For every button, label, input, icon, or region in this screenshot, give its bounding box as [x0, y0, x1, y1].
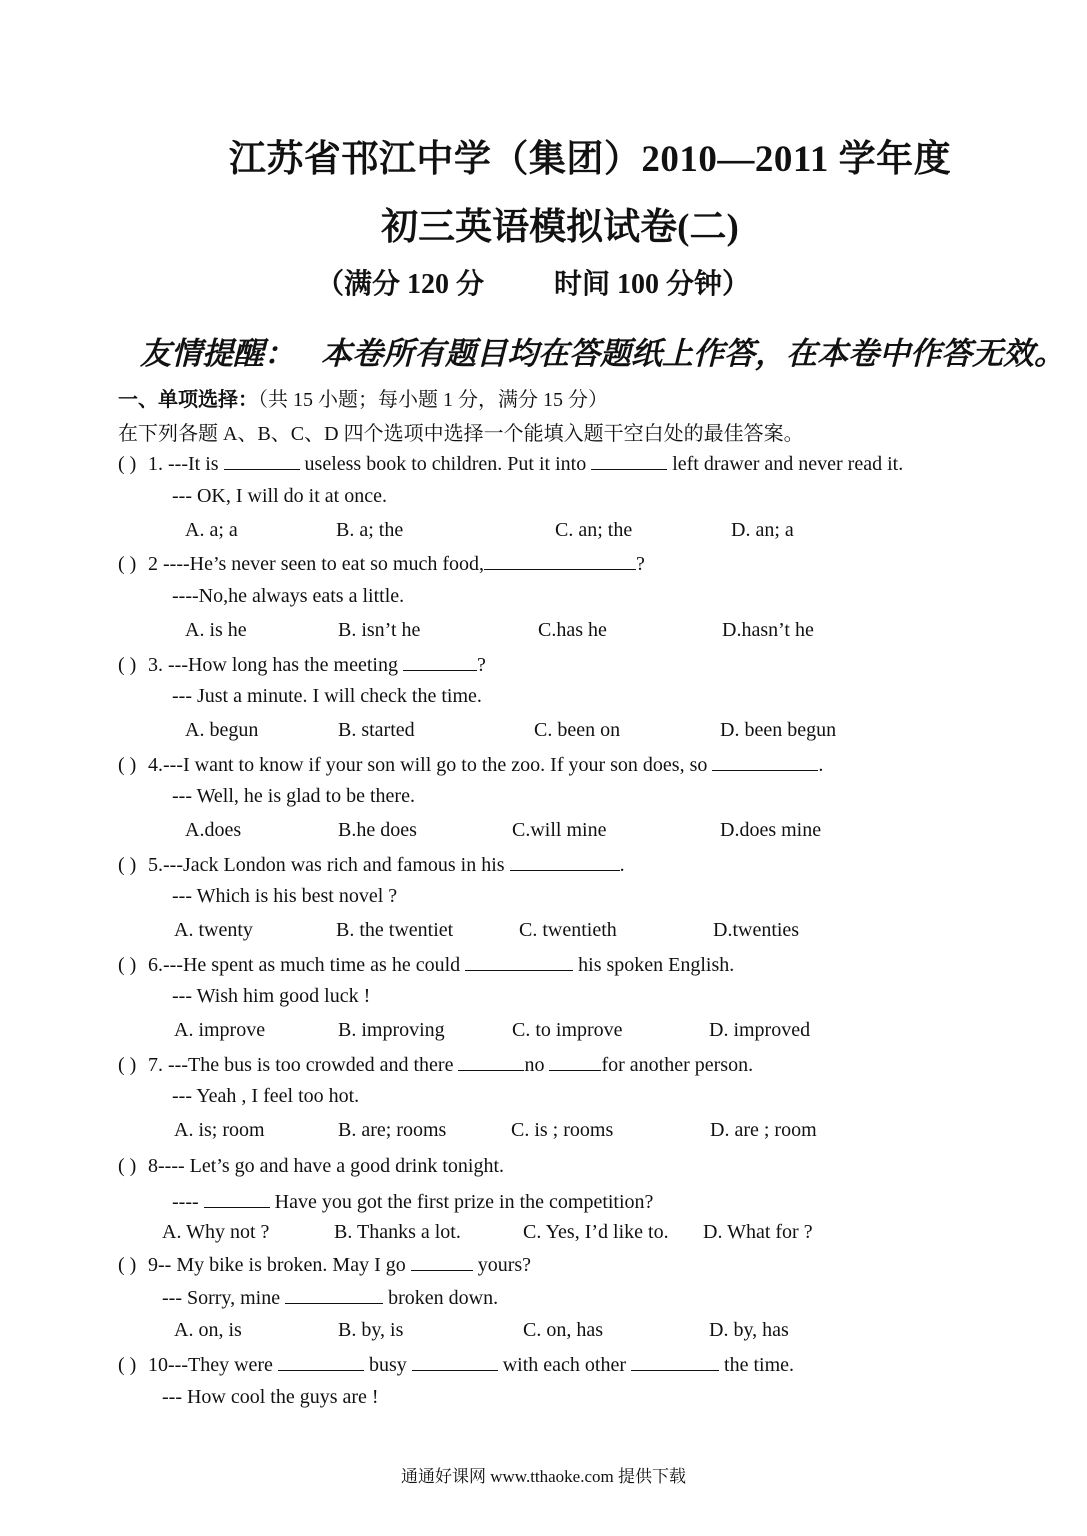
answer-paren: ( )	[118, 1155, 137, 1177]
question-8-option-d: D. What for ?	[703, 1221, 813, 1243]
answer-blank	[412, 1352, 498, 1371]
answer-blank	[285, 1285, 383, 1304]
question-4-option-a: A.does	[185, 819, 242, 841]
question-text: 4.---I want to know if your son will go to the zoo. If your son does, so	[148, 754, 713, 776]
question-8	[118, 1155, 504, 1178]
question-text: his spoken English.	[573, 954, 735, 976]
answer-blank	[458, 1052, 524, 1071]
question-4-response: --- Well, he is glad to be there.	[172, 785, 415, 807]
exam-title-line1: 江苏省邗江中学（集团）2010—2011 学年度	[228, 139, 952, 180]
question-text: 9-- My bike is broken. May I go	[148, 1254, 411, 1276]
answer-paren: ( )	[118, 453, 137, 475]
question-9-option-c: C. on, has	[523, 1319, 603, 1341]
exam-title-line2: 初三英语模拟试卷(二)	[381, 207, 739, 248]
section-meta: （共 15 小题；每小题 1 分，满分 15 分）	[258, 389, 608, 411]
question-5-option-a: A. twenty	[174, 919, 253, 941]
response-text: ----	[172, 1191, 204, 1213]
question-5	[118, 852, 625, 877]
question-text: 7. ---The bus is too crowded and there	[148, 1054, 459, 1076]
question-8-option-a: A. Why not ?	[162, 1221, 270, 1243]
answer-paren: ( )	[118, 553, 137, 575]
reminder-label: 友情提醒：	[140, 336, 295, 371]
response-text: Have you got the first prize in the competition?	[269, 1191, 654, 1213]
question-6-option-c: C. to improve	[512, 1019, 623, 1041]
question-text: .	[619, 854, 625, 876]
answer-paren: ( )	[118, 954, 137, 976]
question-9-option-b: B. by, is	[338, 1319, 404, 1341]
answer-blank	[549, 1052, 601, 1071]
section-instruction: 在下列各题 A、B、C、D 四个选项中选择一个能填入题干空白处的最佳答案。	[118, 423, 804, 445]
question-10	[118, 1352, 794, 1377]
question-7-option-a: A. is; room	[174, 1119, 265, 1141]
question-1-option-c: C. an; the	[555, 519, 633, 541]
answer-blank	[204, 1189, 270, 1208]
question-3-option-a: A. begun	[185, 719, 259, 741]
time-limit-text: 时间 100 分钟）	[554, 269, 751, 300]
question-5-option-b: B. the twentiet	[336, 919, 454, 941]
question-5-option-d: D.twenties	[713, 919, 800, 941]
answer-blank	[510, 852, 620, 871]
question-text: 8---- Let’s go and have a good drink tonight.	[148, 1155, 505, 1177]
answer-blank	[411, 1252, 473, 1271]
friendly-reminder	[140, 328, 1065, 373]
section-title: 一、单项选择：	[118, 389, 258, 411]
answer-blank	[224, 451, 300, 470]
question-2-option-c: C.has he	[538, 619, 607, 641]
question-text: 1. ---It is	[148, 453, 224, 475]
question-1	[118, 451, 903, 476]
question-9-response	[162, 1285, 498, 1310]
page-footer: 通通好课网 www.tthaoke.com 提供下载	[400, 1467, 687, 1486]
question-text: 10---They were	[148, 1354, 278, 1376]
answer-paren: ( )	[118, 1254, 137, 1276]
question-text: 3. ---How long has the meeting	[148, 654, 403, 676]
response-text: --- Sorry, mine	[162, 1287, 286, 1309]
question-text: no	[524, 1054, 550, 1076]
question-3-option-c: C. been on	[534, 719, 621, 741]
question-6	[118, 952, 734, 977]
question-4	[118, 752, 823, 777]
question-5-response: --- Which is his best novel ?	[172, 885, 398, 907]
question-1-option-a: A. a; a	[185, 519, 238, 541]
question-6-option-d: D. improved	[709, 1019, 811, 1041]
answer-blank	[278, 1352, 364, 1371]
question-4-option-d: D.does mine	[720, 819, 822, 841]
answer-blank	[591, 451, 667, 470]
answer-paren: ( )	[118, 754, 137, 776]
question-2-option-b: B. isn’t he	[338, 619, 421, 641]
question-text: busy	[363, 1354, 412, 1376]
answer-blank	[403, 652, 477, 671]
answer-paren: ( )	[118, 854, 137, 876]
full-score-text: （满分 120 分	[316, 269, 485, 300]
question-text: .	[818, 754, 824, 776]
question-5-option-c: C. twentieth	[519, 919, 617, 941]
question-9	[118, 1252, 531, 1277]
answer-paren: ( )	[118, 1354, 137, 1376]
question-text: for another person.	[601, 1054, 754, 1076]
question-3-option-d: D. been begun	[720, 719, 837, 741]
question-8-response	[172, 1189, 653, 1214]
question-7	[118, 1052, 753, 1077]
question-text: 5.---Jack London was rich and famous in his	[148, 854, 510, 876]
question-2-option-d: D.hasn’t he	[722, 619, 814, 641]
answer-blank	[712, 752, 818, 771]
question-text: 6.---He spent as much time as he could	[148, 954, 466, 976]
question-text: the time.	[719, 1354, 794, 1376]
response-text: broken down.	[383, 1287, 499, 1309]
question-text: left drawer and never read it.	[667, 453, 904, 475]
question-7-option-d: D. are ; room	[710, 1119, 817, 1141]
question-text: 2 ----He’s never seen to eat so much food,	[148, 553, 484, 575]
question-8-option-b: B. Thanks a lot.	[334, 1221, 461, 1243]
question-text: ?	[476, 654, 486, 676]
question-6-option-b: B. improving	[338, 1019, 445, 1041]
question-6-response: --- Wish him good luck !	[172, 985, 371, 1007]
answer-blank	[631, 1352, 719, 1371]
score-and-time	[316, 262, 750, 302]
question-1-option-b: B. a; the	[336, 519, 404, 541]
question-10-response: --- How cool the guys are !	[162, 1386, 379, 1408]
question-1-option-d: D. an; a	[731, 519, 794, 541]
section-heading	[118, 383, 608, 412]
question-3-option-b: B. started	[338, 719, 415, 741]
question-2-response: ----No,he always eats a little.	[172, 585, 405, 607]
answer-blank	[465, 952, 573, 971]
question-text: useless book to children. Put it into	[299, 453, 592, 475]
question-text: ?	[636, 553, 645, 575]
question-7-option-b: B. are; rooms	[338, 1119, 447, 1141]
question-2-option-a: A. is he	[185, 619, 247, 641]
question-text: yours?	[472, 1254, 532, 1276]
question-3-response: --- Just a minute. I will check the time.	[172, 685, 482, 707]
question-text: with each other	[497, 1354, 632, 1376]
question-1-response: --- OK, I will do it at once.	[172, 485, 387, 507]
reminder-text: 本卷所有题目均在答题纸上作答，在本卷中作答无效。	[321, 336, 1065, 371]
question-7-option-c: C. is ; rooms	[511, 1119, 614, 1141]
question-2	[118, 551, 645, 576]
answer-paren: ( )	[118, 654, 137, 676]
question-9-option-a: A. on, is	[174, 1319, 242, 1341]
question-6-option-a: A. improve	[174, 1019, 266, 1041]
answer-blank	[484, 551, 636, 570]
question-4-option-b: B.he does	[338, 819, 417, 841]
question-4-option-c: C.will mine	[512, 819, 607, 841]
question-9-option-d: D. by, has	[709, 1319, 789, 1341]
question-8-option-c: C. Yes, I’d like to.	[523, 1221, 669, 1243]
answer-paren: ( )	[118, 1054, 137, 1076]
question-3	[118, 652, 486, 677]
question-7-response: --- Yeah , I feel too hot.	[172, 1085, 360, 1107]
